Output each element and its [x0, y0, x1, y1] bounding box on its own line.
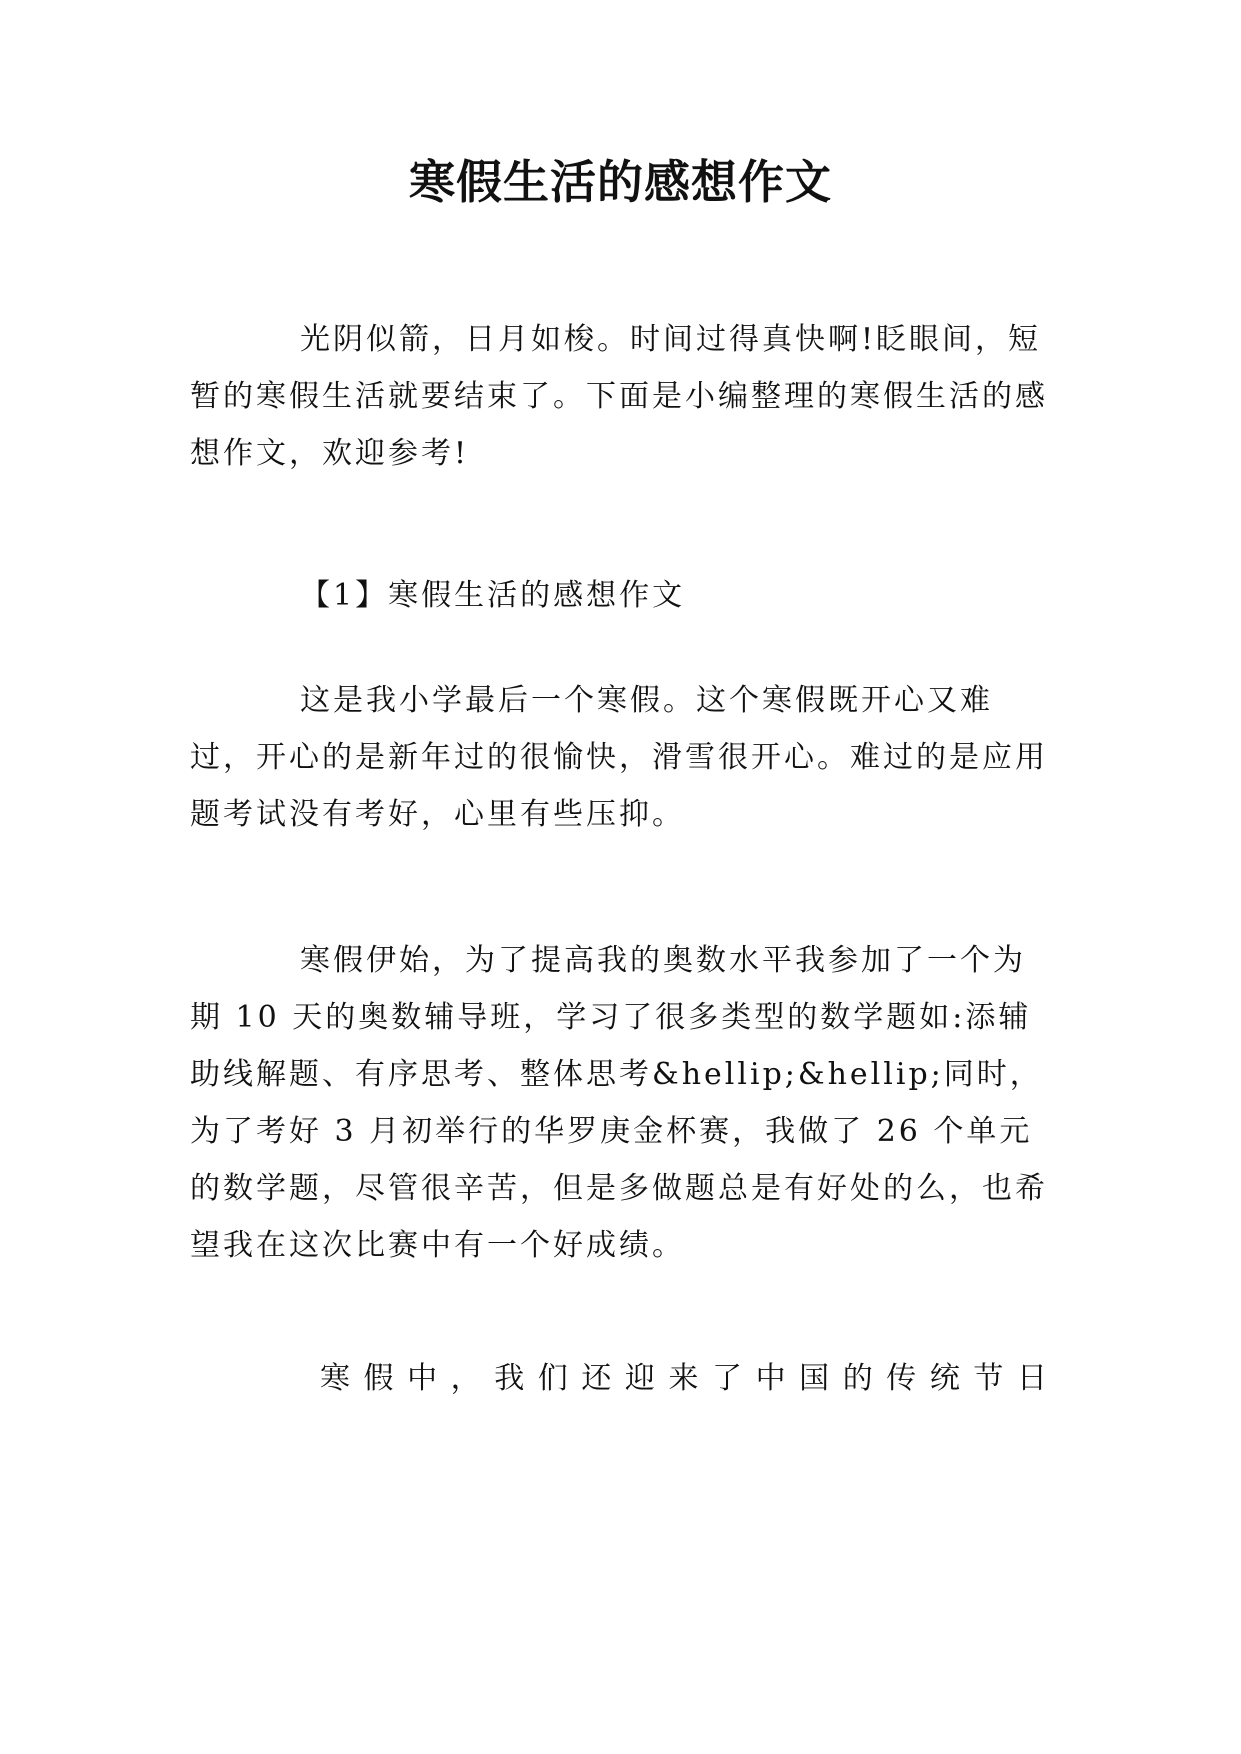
section-heading: 【1】寒假生活的感想作文 — [300, 578, 686, 613]
intro-paragraph: 光阴似箭，日月如梭。时间过得真快啊!眨眼间，短暂的寒假生活就要结束了。下面是小编整理的寒假生活的感想作文，欢迎参考! — [190, 322, 1048, 471]
body-paragraph-1: 这是我小学最后一个寒假。这个寒假既开心又难过，开心的是新年过的很愉快，滑雪很开心。难过的是应用题考试没有考好，心里有些压抑。 — [190, 683, 1048, 832]
body-paragraph-2: 寒假伊始，为了提高我的奥数水平我参加了一个为期 10 天的奥数辅导班，学习了很多类型的数学题如:添辅助线解题、有序思考、整体思考&hellip;&hellip;同时，为了考好 3 月初举行的华罗庚金杯赛，我做了 26 个单元的数学题，尽管很辛苦，但是多做题总是有好处的么，也希望我在这次比赛中有一个好成绩。 — [190, 943, 1048, 1263]
document-title: 寒假生活的感想作文 — [409, 155, 832, 209]
body-paragraph-3: 寒假中，我们还迎来了中国的传统节日 — [320, 1361, 1050, 1396]
